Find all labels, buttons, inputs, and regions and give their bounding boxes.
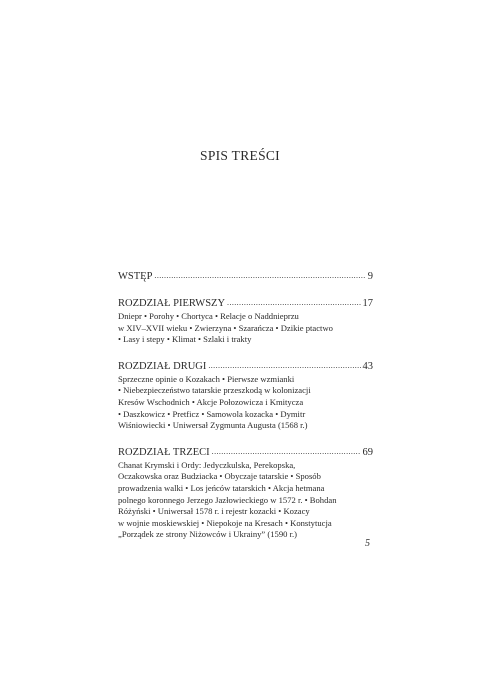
toc-entry-title: ROZDZIAŁ TRZECI — [118, 446, 210, 458]
dot-leader — [227, 296, 360, 309]
toc-entry-heading — [118, 270, 373, 283]
description-line: w XIV–XVII wieku • Zwierzyna • Szarańcza • Dzikie ptactwo — [118, 322, 333, 333]
description-line: • Niebezpieczeństwo tatarskie przeszkodą w kolonizacji — [118, 385, 311, 396]
toc-entry-page-number: 17 — [362, 298, 373, 309]
toc-entry-rozdzial-drugi — [118, 360, 373, 432]
dot-leader — [212, 445, 361, 458]
description-line: polnego koronnego Jerzego Jazłowieckiego w 1572 r. • Bohdan — [118, 494, 337, 505]
toc-entry-page-number: 69 — [362, 446, 373, 458]
toc-entry-description — [118, 460, 373, 541]
toc-entry-description — [118, 311, 373, 346]
description-line: prowadzenia walki • Los jeńców tatarskich • Akcja hetmana — [118, 482, 325, 493]
toc-entry-wstep — [118, 270, 373, 283]
toc-entry-rozdzial-pierwszy — [118, 297, 373, 346]
toc-entry-title: ROZDZIAŁ PIERWSZY — [118, 298, 226, 309]
description-line: „Porządek ze strony Niżowców i Ukrainy” (1590 r.) — [118, 529, 297, 540]
description-line: Sprzeczne opinie o Kozakach • Pierwsze wzmianki — [118, 373, 295, 384]
table-of-contents — [118, 270, 373, 554]
description-line: • Daszkowicz • Pretficz • Samowola kozacka • Dymitr — [118, 408, 306, 419]
description-line: Oczakowska oraz Budziacka • Obyczaje tatarskie • Sposób — [118, 471, 321, 482]
toc-entry-title: WSTĘP — [118, 271, 153, 282]
toc-entry-heading — [118, 446, 373, 459]
page-number: 5 — [365, 538, 370, 549]
toc-entry-title: ROZDZIAŁ DRUGI — [118, 360, 207, 372]
dot-leader — [208, 359, 360, 372]
dot-leader — [154, 269, 365, 282]
description-line: w wojnie moskiewskiej • Niepokoje na Kresach • Konstytucja — [118, 517, 332, 528]
description-line: • Lasy i stepy • Klimat • Szlaki i trakty — [118, 334, 252, 345]
description-line: Dniepr • Porohy • Chortyca • Relacje o Naddnieprzu — [118, 311, 299, 321]
description-line: Wiśniowiecki • Uniwersał Zygmunta Augusta (1568 r.) — [118, 420, 308, 431]
description-line: Chanat Krymski i Ordy: Jedyczkulska, Perekopska, — [118, 459, 296, 470]
toc-entry-heading — [118, 297, 373, 310]
page-title: SPIS TREŚCI — [200, 148, 280, 163]
toc-entry-page-number: 43 — [362, 360, 373, 372]
description-line: Kresów Wschodnich • Akcje Połozowicza i Kmitycza — [118, 396, 304, 407]
toc-entry-page-number: 9 — [367, 271, 373, 282]
toc-entry-heading — [118, 360, 373, 373]
toc-entry-rozdzial-trzeci — [118, 446, 373, 541]
description-line: Różyński • Uniwersał 1578 r. i rejestr kozacki • Kozacy — [118, 506, 310, 517]
toc-entry-description — [118, 374, 373, 432]
